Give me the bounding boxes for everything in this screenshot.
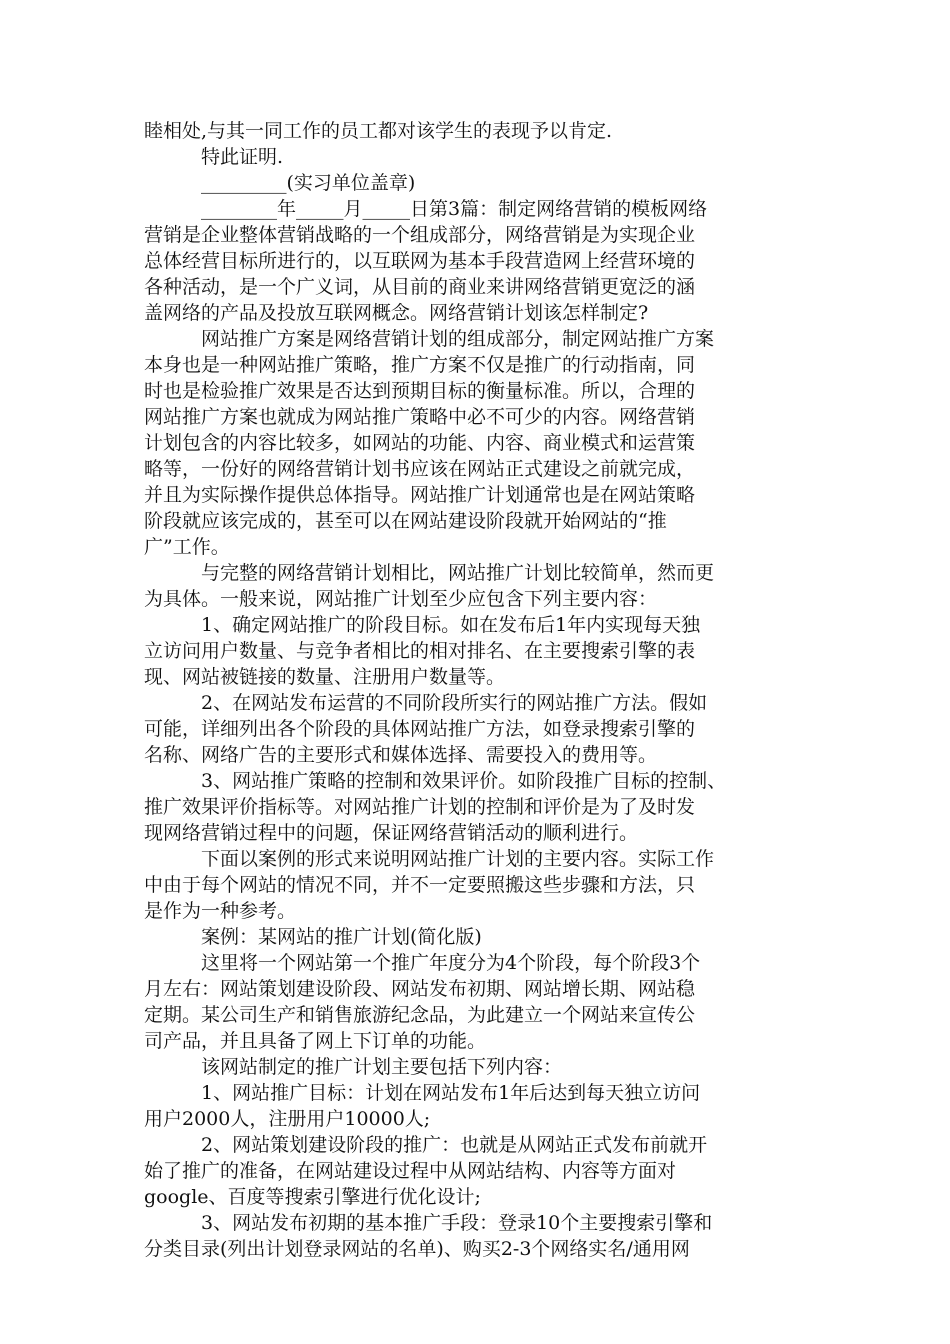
text-line: 该网站制定的推广计划主要包括下列内容： — [201, 1056, 563, 1078]
text-line: 阶段就应该完成的，甚至可以在网站建设阶段就开始网站的“推 — [144, 510, 667, 532]
text-line: 睦相处,与其一同工作的员工都对该学生的表现予以肯定. — [144, 120, 613, 142]
text-line: 是作为一种参考。 — [144, 900, 297, 922]
text-line: 案例：某网站的推广计划(简化版) — [201, 926, 482, 948]
text-line: 略等，一份好的网络营销计划书应该在网站正式建设之前就完成， — [144, 458, 696, 480]
text-line: 为具体。一般来说，网站推广计划至少应包含下列主要内容： — [144, 588, 658, 610]
text-line: 营销是企业整体营销战略的一个组成部分，网络营销是为实现企业 — [144, 224, 696, 246]
text-line: 始了推广的准备，在网站建设过程中从网站结构、内容等方面对 — [144, 1160, 677, 1182]
text-line: 广”工作。 — [144, 536, 230, 558]
text-line: 网站推广方案也就成为网站推广策略中必不可少的内容。网络营销 — [144, 406, 696, 428]
text-line: 各种活动，是一个广义词，从目前的商业来讲网络营销更宽泛的涵 — [144, 276, 696, 298]
text-line: 盖网络的产品及投放互联网概念。网络营销计划该怎样制定? — [144, 302, 649, 324]
text-line: 分类目录(列出计划登录网站的名单)、购买2-3个网络实名/通用网 — [144, 1238, 690, 1260]
text-line: 可能，详细列出各个阶段的具体网站推广方法，如登录搜索引擎的 — [144, 718, 696, 740]
text-line: 3、网站发布初期的基本推广手段：登录10个主要搜索引擎和 — [201, 1212, 713, 1234]
text-line: 现、网站被链接的数量、注册用户数量等。 — [144, 666, 506, 688]
text-line: google、百度等搜索引擎进行优化设计; — [144, 1186, 481, 1208]
text-line: 特此证明. — [201, 146, 284, 168]
text-line: 2、在网站发布运营的不同阶段所实行的网站推广方法。假如 — [201, 692, 708, 714]
text-line: 名称、网络广告的主要形式和媒体选择、需要投入的费用等。 — [144, 744, 658, 766]
text-line: 2、网站策划建设阶段的推广：也就是从网站正式发布前就开 — [201, 1134, 708, 1156]
text-line: 中由于每个网站的情况不同，并不一定要照搬这些步骤和方法，只 — [144, 874, 696, 896]
text-line: ________年_____月_____日第3篇：制定网络营销的模板网络 — [201, 198, 708, 220]
text-line: 3、网站推广策略的控制和效果评价。如阶段推广目标的控制、 — [201, 770, 727, 792]
text-line: 现网络营销过程中的问题，保证网络营销活动的顺利进行。 — [144, 822, 639, 844]
text-line: 1、确定网站推广的阶段目标。如在发布后1年内实现每天独 — [201, 614, 701, 636]
text-line: 本身也是一种网站推广策略，推广方案不仅是推广的行动指南，同 — [144, 354, 696, 376]
text-line: 总体经营目标所进行的，以互联网为基本手段营造网上经营环境的 — [144, 250, 696, 272]
text-line: 用户2000人，注册用户10000人; — [144, 1108, 431, 1130]
text-line: 计划包含的内容比较多，如网站的功能、内容、商业模式和运营策 — [144, 432, 696, 454]
text-line: 与完整的网络营销计划相比，网站推广计划比较简单，然而更 — [201, 562, 715, 584]
text-line: 推广效果评价指标等。对网站推广计划的控制和评价是为了及时发 — [144, 796, 696, 818]
text-line: _________(实习单位盖章) — [201, 172, 416, 194]
text-line: 时也是检验推广效果是否达到预期目标的衡量标准。所以，合理的 — [144, 380, 696, 402]
text-line: 立访问用户数量、与竞争者相比的相对排名、在主要搜索引擎的表 — [144, 640, 696, 662]
text-line: 下面以案例的形式来说明网站推广计划的主要内容。实际工作 — [201, 848, 715, 870]
text-line: 定期。某公司生产和销售旅游纪念品，为此建立一个网站来宣传公 — [144, 1004, 696, 1026]
text-line: 司产品，并且具备了网上下订单的功能。 — [144, 1030, 487, 1052]
text-line: 1、网站推广目标：计划在网站发布1年后达到每天独立访问 — [201, 1082, 701, 1104]
text-line: 这里将一个网站第一个推广年度分为4个阶段，每个阶段3个 — [201, 952, 701, 974]
document-page — [144, 118, 808, 1262]
text-line: 并且为实际操作提供总体指导。网站推广计划通常也是在网站策略 — [144, 484, 696, 506]
text-line: 网站推广方案是网络营销计划的组成部分，制定网站推广方案 — [201, 328, 715, 350]
text-line: 月左右：网站策划建设阶段、网站发布初期、网站增长期、网站稳 — [144, 978, 696, 1000]
